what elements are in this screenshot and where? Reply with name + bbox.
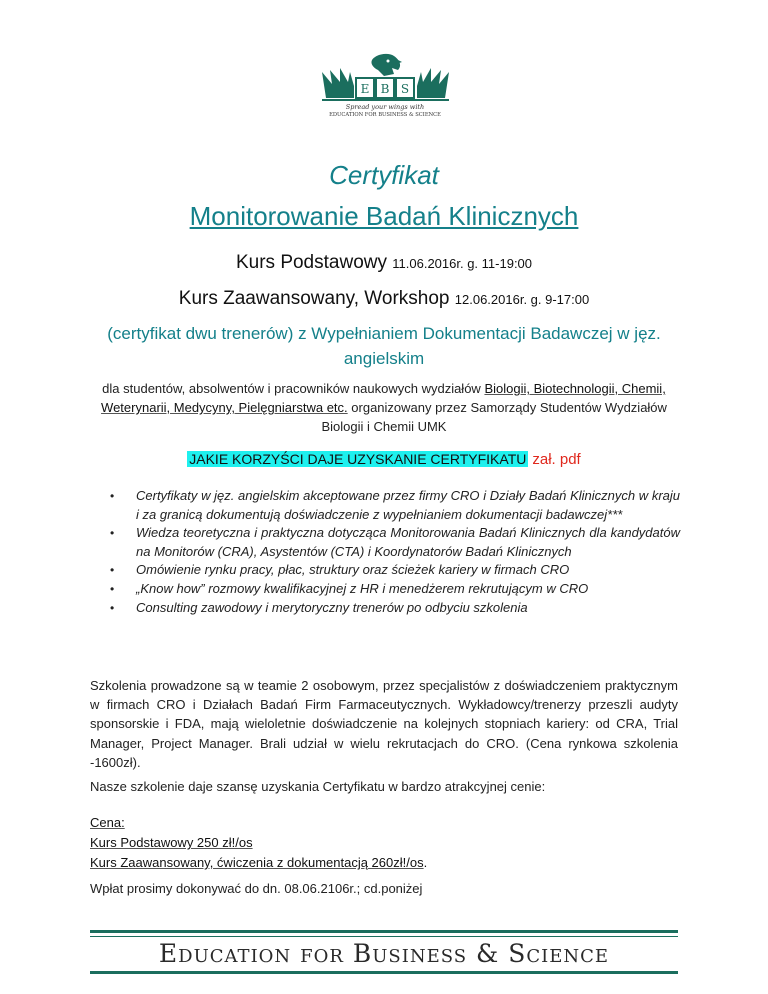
list-item-text: „Know how” rozmowy kwalifikacyjnej z HR i menedżerem rekrutującym w CRO [136,580,589,596]
course-title: Monitorowanie Badań Klinicznych [189,201,579,231]
audience-faculties: Biologii, Biotechnologii, Chemii, Weterynarii, Medycyny, Pielęgniarstwa etc. [101,381,666,415]
course-basic-name: Kurs Podstawowy [235,252,387,273]
course-advanced-line [0,288,768,310]
payment-note: Wpłat prosimy dokonywać do dn. 08.06.2106r.; cd.poniżej [90,881,423,896]
bullet-icon: • [110,563,115,578]
price-block: Cena: Kurs Podstawowy 250 zł!/os Kurs Zaawansowany, ćwiczenia z dokumentacją 260zł!/os. [90,815,428,870]
list-item-text: Consulting zawodowy i merytoryczny trenerów po odbyciu szkolenia [136,599,528,615]
bullet-icon: • [110,489,115,503]
price-label: Cena: [90,815,125,830]
list-item-text: Omówienie rynku pracy, płac, struktury oraz ścieżek kariery w firmach CRO [136,562,570,578]
list-item [108,524,680,561]
offer-text: Nasze szkolenie daje szansę uzyskania Certyfikatu w bardzo atrakcyjnej cenie: [90,779,546,794]
list-item [108,561,680,580]
bullet-icon: • [110,526,115,541]
logo-letter-s: S [400,82,410,96]
audience-suffix: organizowany przez Samorządy Studentów Wydziałów Biologii i Chemii UMK [321,400,667,434]
ebs-logo [318,52,453,118]
price-basic: Kurs Podstawowy 250 zł!/os [90,835,253,850]
course-advanced-name: Kurs Zaawansowany, Workshop [178,288,450,309]
list-item-text: Certyfikaty w jęz. angielskim akceptowane przez firmy CRO i Działy Badań Klinicznych w kraju i za granicą dokumentują doświadczenie z wypełnianiem dokumentacji badawczej*** [136,488,680,522]
logo-letter-b: B [380,82,390,96]
trainers-paragraph: Szkolenia prowadzone są w teamie 2 osobowym, przez specjalistów z doświadczeniem praktycznym w firmach CRO i Działach Badań Firm Farmaceutycznych. Wykładowcy/trenerzy przeszli audyty sponsorskie i FDA, mają wieloletnie doświadczenie na kolejnych stopniach kariery: od CRA, Trial Manager, Project Manager. Brali udział w wielu rekrutacjach do CRO. (Cena rynkowa szkolenia -1600zł). [90,678,678,770]
logo-tagline: Spread your wings with [345,103,425,111]
benefits-list [108,487,680,617]
price-advanced: Kurs Zaawansowany, ćwiczenia z dokumentacją 260zł!/os [90,855,424,870]
footer-brand-text: Education for Business & Science [158,939,610,968]
course-basic-date: 11.06.2016r. g. 11-19:00 [392,256,533,271]
bullet-icon: • [110,581,115,596]
course-advanced-date: 12.06.2016r. g. 9-17:00 [454,292,590,307]
audience-prefix: dla studentów, absolwentów i pracowników naukowych wydziałów [102,381,485,396]
footer-rule [90,936,678,937]
audience-text [90,379,678,436]
logo-letter-e: E [360,82,370,96]
list-item [108,599,680,618]
list-item [108,580,680,599]
list-item [108,487,680,524]
attachment-link[interactable]: zał. pdf [532,451,581,468]
benefits-heading: JAKIE KORZYŚCI DAJE UZYSKANIE CERTYFIKATU [189,451,527,467]
course-basic-line [0,252,768,274]
eagle-icon [318,52,453,118]
list-item-text: Wiedza teoretyczna i praktyczna dotycząca Monitorowania Badań Klinicznych dla kandydatów na Monitorów (CRA), Asystentów (CTA) i Koordynatorów Badań Klinicznych [136,525,680,559]
certificate-note: (certyfikat dwu trenerów) z Wypełnianiem Dokumentacji Badawczej w jęz. angielskim [107,324,661,368]
footer-rule [90,971,678,974]
benefits-heading-line [0,451,768,468]
footer-rule [90,930,678,933]
certificate-heading: Certyfikat [329,160,439,190]
footer-banner [90,930,678,974]
bullet-icon: • [110,600,115,615]
logo-subline: EDUCATION FOR BUSINESS & SCIENCE [329,112,441,118]
